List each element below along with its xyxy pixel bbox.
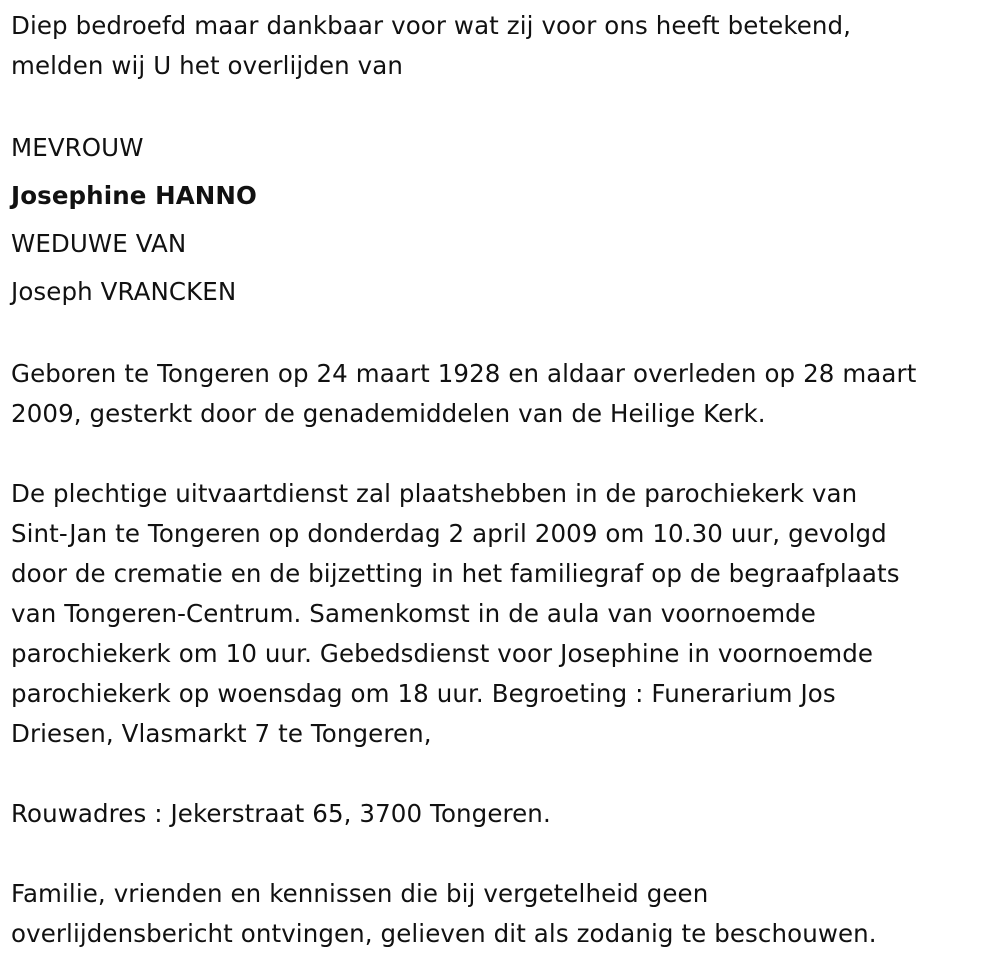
birth-death-line: 2009, gesterkt door de genademiddelen van de Heilige Kerk. bbox=[11, 399, 766, 428]
funeral-line: Sint-Jan te Tongeren op donderdag 2 april 2009 om 10.30 uur, gevolgd bbox=[11, 519, 887, 548]
spacer bbox=[11, 316, 1000, 354]
spacer bbox=[11, 834, 1000, 874]
funeral-line: parochiekerk op woensdag om 18 uur. Begroeting : Funerarium Jos bbox=[11, 679, 836, 708]
spouse-name: Joseph VRANCKEN bbox=[11, 277, 237, 306]
mourning-address-paragraph bbox=[11, 794, 1000, 834]
funeral-line: door de crematie en de bijzetting in het familiegraf op de begraafplaats bbox=[11, 559, 900, 588]
intro-line: Diep bedroefd maar dankbaar voor wat zij voor ons heeft betekend, bbox=[11, 11, 852, 40]
deceased-block bbox=[11, 124, 1000, 316]
intro-line: melden wij U het overlijden van bbox=[11, 51, 403, 80]
funeral-line: parochiekerk om 10 uur. Gebedsdienst voor Josephine in voornoemde bbox=[11, 639, 874, 668]
intro-paragraph bbox=[11, 6, 1000, 86]
spacer bbox=[11, 86, 1000, 124]
closing-line: Familie, vrienden en kennissen die bij vergetelheid geen bbox=[11, 879, 709, 908]
funeral-line: van Tongeren-Centrum. Samenkomst in de aula van voornoemde bbox=[11, 599, 816, 628]
deceased-relation: WEDUWE VAN bbox=[11, 229, 187, 258]
closing-line: overlijdensbericht ontvingen, gelieven dit als zodanig te beschouwen. bbox=[11, 919, 877, 948]
deceased-title: MEVROUW bbox=[11, 133, 144, 162]
spacer bbox=[11, 434, 1000, 474]
closing-paragraph bbox=[11, 874, 1000, 954]
funeral-paragraph bbox=[11, 474, 1000, 754]
funeral-line: De plechtige uitvaartdienst zal plaatshebben in de parochiekerk van bbox=[11, 479, 858, 508]
deceased-name: Josephine HANNO bbox=[11, 181, 257, 210]
birth-death-paragraph bbox=[11, 354, 1000, 434]
mourning-address: Rouwadres : Jekerstraat 65, 3700 Tongeren. bbox=[11, 799, 551, 828]
birth-death-line: Geboren te Tongeren op 24 maart 1928 en aldaar overleden op 28 maart bbox=[11, 359, 917, 388]
funeral-line: Driesen, Vlasmarkt 7 te Tongeren, bbox=[11, 719, 432, 748]
spacer bbox=[11, 754, 1000, 794]
